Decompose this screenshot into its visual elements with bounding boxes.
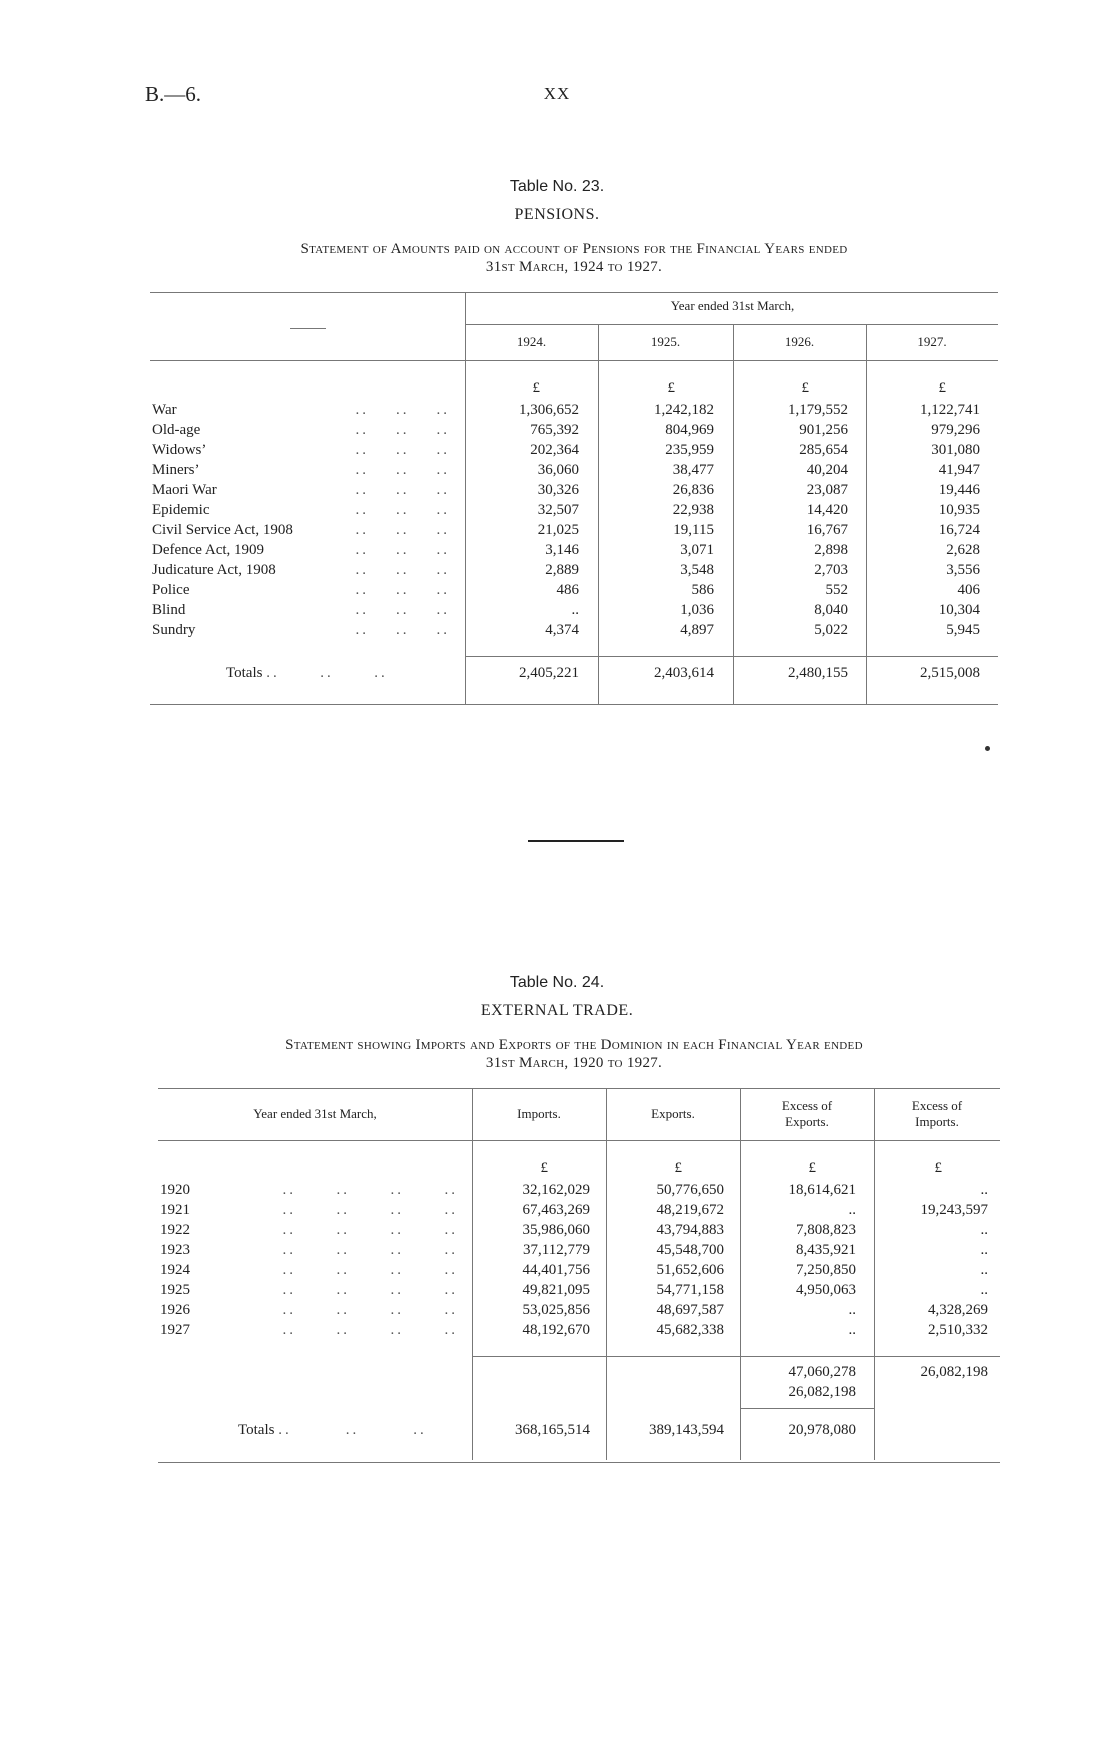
leader-dots: .. .. .. [355,402,450,418]
cell-value: 10,935 [938,502,980,518]
leader-dots: .. .. .. [355,582,450,598]
total-imports: 368,165,514 [515,1422,590,1438]
cell-excess-imports: 4,328,269 [928,1302,988,1318]
table-rule [150,292,998,293]
leader-dots: .. .. .. .. [282,1202,458,1218]
cell-value: 765,392 [530,422,579,438]
cell-excess-exports: 4,950,063 [796,1282,856,1298]
cell-value: 5,022 [814,622,848,638]
leader-dots: .. .. .. [355,522,450,538]
year-header: 1924. [516,334,547,349]
subtotal-excess-imports: 26,082,198 [920,1364,988,1380]
row-year: 1921 [160,1202,190,1218]
table-rule [150,704,998,705]
leader-dots: .. .. .. [355,502,450,518]
cell-imports: 49,821,095 [522,1282,590,1298]
col-exports-header: Exports. [651,1106,695,1121]
cell-value: 202,364 [530,442,579,458]
cell-imports: 44,401,756 [522,1262,590,1278]
subtotal-excess-exports: 47,060,278 [788,1364,856,1380]
cell-value: 19,115 [673,522,714,538]
row-label: Judicature Act, 1908 [152,562,276,578]
cell-value: 22,938 [672,502,714,518]
less-excess-imports: 26,082,198 [788,1384,856,1400]
row-label: Miners’ [152,462,200,478]
cell-excess-exports: 18,614,621 [788,1182,856,1198]
header-line: Imports. [915,1114,959,1129]
cell-value: 2,628 [946,542,980,558]
currency-symbol: £ [540,1160,548,1176]
cell-value: 4,897 [680,622,714,638]
cell-value: 1,122,741 [920,402,980,418]
cell-value: 41,947 [938,462,980,478]
col-year-header: Year ended 31st March, [253,1106,377,1121]
cell-value: 30,326 [537,482,579,498]
leader-dots: .. .. .. [266,665,388,681]
cell-value: 36,060 [537,462,579,478]
cell-value: 901,256 [799,422,848,438]
leader-dots: .. .. .. .. [282,1182,458,1198]
cell-value: 1,306,652 [519,402,579,418]
leader-dots: .. .. .. [355,422,450,438]
cell-exports: 45,682,338 [656,1322,724,1338]
cell-value: 23,087 [806,482,848,498]
currency-symbol: £ [674,1160,682,1176]
currency-symbol: £ [808,1160,816,1176]
currency-symbol: £ [934,1160,942,1176]
table24-statement-line2: 31st March, 1920 to 1927. [485,1055,663,1071]
year-header: 1925. [650,334,681,349]
table24-statement-line1: Statement showing Imports and Exports of the Dominion in each Financial Year ended [285,1037,863,1053]
cell-value: 16,724 [938,522,980,538]
header-line: Excess of [781,1098,833,1113]
leader-dots: .. .. .. .. [282,1262,458,1278]
currency-symbol: £ [667,380,675,396]
total-value: 2,515,008 [920,665,980,681]
cell-imports: 67,463,269 [522,1202,590,1218]
cell-value: 21,025 [537,522,579,538]
cell-value: 3,556 [946,562,980,578]
totals-rule [465,656,998,657]
cell-imports: 37,112,779 [523,1242,590,1258]
cell-value: 235,959 [665,442,714,458]
row-label: War [152,402,177,418]
cell-exports: 48,697,587 [656,1302,724,1318]
cell-value: 1,242,182 [654,402,714,418]
leader-dots: .. .. .. .. [282,1222,458,1238]
cell-excess-imports: .. [980,1242,988,1258]
cell-value: 10,304 [938,602,980,618]
cell-value: 5,945 [946,622,980,638]
cell-excess-imports: .. [980,1182,988,1198]
row-label: Police [152,582,190,598]
row-label: Sundry [152,622,196,638]
row-label: Old-age [152,422,201,438]
leader-dots: .. .. .. [355,462,450,478]
row-year: 1927 [160,1322,190,1338]
table24-number: Table No. 24. [509,974,605,991]
cell-exports: 45,548,700 [656,1242,724,1258]
cell-value: 552 [825,582,848,598]
cell-excess-exports: 7,250,850 [796,1262,856,1278]
col-imports-header: Imports. [517,1106,561,1121]
cell-excess-exports: .. [848,1302,856,1318]
cell-value: 3,146 [545,542,579,558]
row-label: Maori War [152,482,217,498]
page-ref: B.—6. [145,82,202,106]
cell-value: 2,889 [545,562,579,578]
section-divider [528,840,624,842]
cell-value: 1,036 [680,602,714,618]
cell-value: 14,420 [806,502,848,518]
cell-excess-imports: .. [980,1282,988,1298]
row-label: Defence Act, 1909 [152,542,265,558]
table23-statement-line2: 31st March, 1924 to 1927. [485,259,663,275]
row-year: 1926 [160,1302,190,1318]
totals-label [238,1422,427,1439]
leader-dots: .. .. .. .. [282,1242,458,1258]
header-line: Exports. [785,1114,829,1129]
cell-imports: 48,192,670 [522,1322,590,1338]
cell-value: 16,767 [806,522,848,538]
cell-value: 32,507 [537,502,579,518]
cell-exports: 43,794,883 [656,1222,724,1238]
row-year: 1923 [160,1242,190,1258]
table23-statement-line1: Statement of Amounts paid on account of Pensions for the Financial Years ended [300,241,848,257]
table24-title: EXTERNAL TRADE. [480,1002,634,1019]
cell-excess-imports: 2,510,332 [928,1322,988,1338]
cell-value: 979,296 [931,422,980,438]
row-label: Epidemic [152,502,210,518]
col-excess-imports-header [874,1098,1000,1130]
leader-dots: .. .. .. [355,562,450,578]
leader-dots: .. .. .. [278,1422,427,1438]
cell-value: 38,477 [672,462,714,478]
leader-dots: .. .. .. [355,622,450,638]
cell-value: 406 [957,582,980,598]
ink-mark [985,746,990,751]
totals-label [226,665,388,682]
row-label: Blind [152,602,186,618]
leader-dots: .. .. .. [355,602,450,618]
leader-dots: .. .. .. [355,442,450,458]
cell-exports: 51,652,606 [656,1262,724,1278]
cell-value: 3,071 [680,542,714,558]
cell-excess-imports: .. [980,1222,988,1238]
row-label: Widows’ [152,442,207,458]
cell-value: 586 [691,582,714,598]
col-excess-exports-header [740,1098,874,1130]
cell-imports: 32,162,029 [522,1182,590,1198]
cell-value: 301,080 [931,442,980,458]
leader-dots: .. .. .. .. [282,1282,458,1298]
row-label: Civil Service Act, 1908 [152,522,293,538]
cell-excess-imports: 19,243,597 [920,1202,988,1218]
cell-excess-imports: .. [980,1262,988,1278]
net-rule [740,1408,874,1409]
cell-excess-exports: 8,435,921 [796,1242,856,1258]
totals-label-text: Totals [226,665,263,681]
cell-value: .. [571,602,579,618]
cell-value: 486 [556,582,579,598]
cell-value: 2,898 [814,542,848,558]
cell-value: 3,548 [680,562,714,578]
cell-value: 19,446 [938,482,980,498]
total-exports: 389,143,594 [649,1422,724,1438]
year-header: 1927. [917,334,947,349]
total-value: 2,405,221 [519,665,579,681]
table-rule [465,324,998,325]
leader-dots: .. .. .. [355,482,450,498]
table-rule [158,1462,1000,1463]
currency-symbol: £ [938,380,946,396]
leader-dots: .. .. .. .. [282,1322,458,1338]
cell-value: 804,969 [665,422,714,438]
cell-value: 40,204 [806,462,848,478]
table23-title: PENSIONS. [514,206,600,223]
row-year: 1925 [160,1282,190,1298]
cell-exports: 50,776,650 [656,1182,724,1198]
table-rule [150,360,998,361]
page-number: XX [543,84,571,103]
total-value: 2,480,155 [788,665,848,681]
totals-label-text: Totals [238,1422,275,1438]
cell-exports: 48,219,672 [656,1202,724,1218]
currency-symbol: £ [532,380,540,396]
header-line: Excess of [911,1098,963,1113]
row-year: 1924 [160,1262,190,1278]
year-header: 1926. [784,334,815,349]
subtotal-rule [472,1356,1000,1357]
leader-dots: .. .. .. .. [282,1302,458,1318]
row-year: 1920 [160,1182,190,1198]
row-year: 1922 [160,1222,190,1238]
cell-value: 1,179,552 [788,402,848,418]
leader-dots: .. .. .. [355,542,450,558]
cell-excess-exports: .. [848,1202,856,1218]
cell-excess-exports: .. [848,1322,856,1338]
cell-value: 285,654 [799,442,848,458]
cell-imports: 53,025,856 [522,1302,590,1318]
total-value: 2,403,614 [654,665,714,681]
cell-value: 4,374 [545,622,579,638]
currency-symbol: £ [801,380,809,396]
cell-value: 26,836 [672,482,714,498]
cell-exports: 54,771,158 [656,1282,724,1298]
table23-number: Table No. 23. [509,178,605,195]
header-stub-rule [290,328,326,329]
group-header: Year ended 31st March, [670,298,795,313]
cell-value: 8,040 [814,602,848,618]
cell-excess-exports: 7,808,823 [796,1222,856,1238]
cell-value: 2,703 [814,562,848,578]
cell-imports: 35,986,060 [522,1222,590,1238]
net-excess-exports: 20,978,080 [788,1422,856,1438]
